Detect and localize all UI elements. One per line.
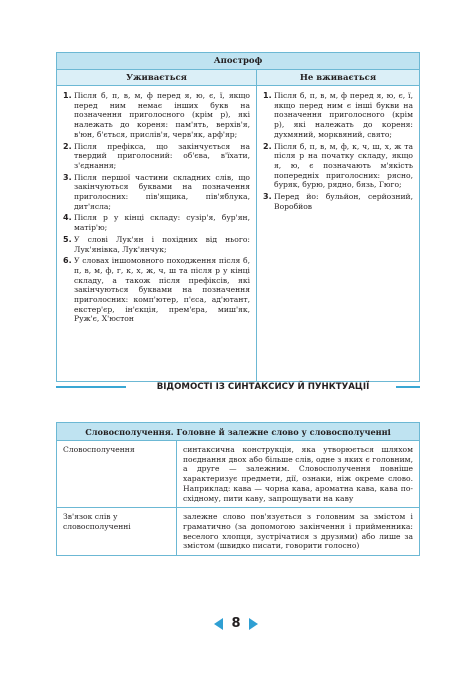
- apostrophe-table: [56, 52, 420, 382]
- item-number: 3.: [263, 192, 272, 202]
- list-item: [263, 142, 413, 191]
- section-rule-right: [396, 386, 420, 388]
- section-title: ВІДОМОСТІ ІЗ СИНТАКСИСУ Й ПУНКТУАЦІЇ: [156, 382, 370, 392]
- arrow-left-icon[interactable]: [214, 618, 223, 630]
- apostrophe-table-body: [57, 86, 419, 381]
- not-used-rules-column: [257, 86, 419, 381]
- column-header-not-used: Не вживається: [299, 73, 377, 83]
- item-text: У словах іншомовного походження після б, п, в, м, ф, г, к, х, ж, ч, ш та після р у кінці складу, а також після префіксів, які закінчуються буквами на позначення приголосних: комп'ютер, п'єса, ад'ютант, екстер'єр, ін'єкція, прем'єра, миш'як, Руж'є, Х'юстон: [74, 256, 250, 324]
- arrow-right-icon[interactable]: [249, 618, 258, 630]
- item-text: Після префікса, що закінчується на твердий приголосний: об'єва, в'їхати, з'єднання;: [74, 141, 250, 170]
- item-number: 3.: [63, 172, 72, 182]
- column-header-used: Уживається: [57, 70, 257, 85]
- apostrophe-table-headers: [57, 70, 419, 86]
- item-text: Після б, п, в, м, ф перед я, ю, є, ї, якщо перед ним є інші букви на позначення приголосного (крім р), які належать до кореня: духмяний, морквяний, свято;: [274, 91, 413, 139]
- term-cell: Словосполучення: [57, 441, 177, 507]
- item-number: 2.: [63, 141, 72, 151]
- section-heading: [56, 380, 420, 394]
- definition-cell: залежне слово пов'язується з головним за змістом і граматично (за допомогою закінчення і прийменника: веселого хлопця, зустрічатися з друзями) або лише за змістом (швидко писати, говорити голосно): [183, 512, 413, 551]
- item-number: 1.: [263, 91, 272, 100]
- item-number: 4.: [63, 213, 72, 223]
- item-number: 1.: [63, 91, 72, 100]
- list-item: [63, 235, 250, 254]
- item-number: 5.: [63, 234, 72, 244]
- list-item: [63, 173, 250, 212]
- phrase-table-title: Словосполучення. Головне й залежне слово у словосполученні: [57, 423, 419, 441]
- definition-cell: синтаксична конструкція, яка утворюється шляхом поєднання двох або більше слів, одне з яких є головним, а друге — залежним. Словосполучення повніше характеризує предмети, дії, ознаки, ніж окреме слово. Наприклад: кава — чорна кава, ароматна кава, кава по-східному, пити каву, запрошувати на каву: [183, 445, 413, 503]
- table-row: [57, 441, 419, 507]
- apostrophe-table-title: Апостроф: [57, 53, 419, 70]
- item-text: Після б, п, в, м, ф перед я, ю, є, ї, якщо перед ним немає інших букв на позначення приголосного (крім р), які належать до кореня: пам'ять, верхів'я, в'юн, б'ється, прислів'я, черв'як, арф'яр;: [74, 91, 250, 139]
- item-text: Після б, п, в, м, ф, к, ч, ш, х, ж та після р на початку складу, якщо я, ю, є позначають м'якість попередніх приголосних: рясно, буряк, бурю, рядно, бязь, Гюго;: [274, 141, 413, 190]
- item-text: Перед йо: бульйон, серйозний, Воробйов: [274, 192, 413, 211]
- list-item: [63, 142, 250, 171]
- list-item: [263, 192, 413, 211]
- used-rules-column: [57, 86, 257, 381]
- item-text: У слові Лук'ян і похідних від нього: Лук'янівка, Лук'янчук;: [74, 234, 250, 254]
- item-text: Після р у кінці складу: сузір'я, бур'ян, матір'ю;: [74, 213, 250, 233]
- page-navigation: [0, 613, 472, 629]
- list-item: [263, 91, 413, 140]
- list-item: [63, 213, 250, 232]
- list-item: [63, 256, 250, 324]
- phrase-table: [56, 422, 420, 556]
- item-text: Після першої частини складних слів, що закінчуються буквами на позначення приголосних: пів'ящика, пів'яблука, дит'ясла;: [74, 172, 250, 211]
- list-item: [63, 91, 250, 140]
- page-number: 8: [231, 616, 241, 631]
- item-number: 6.: [63, 256, 72, 266]
- section-rule-left: [56, 386, 126, 388]
- table-row: [57, 507, 419, 555]
- term-cell: Зв'язок слів у словосполученні: [57, 508, 177, 555]
- item-number: 2.: [263, 141, 272, 151]
